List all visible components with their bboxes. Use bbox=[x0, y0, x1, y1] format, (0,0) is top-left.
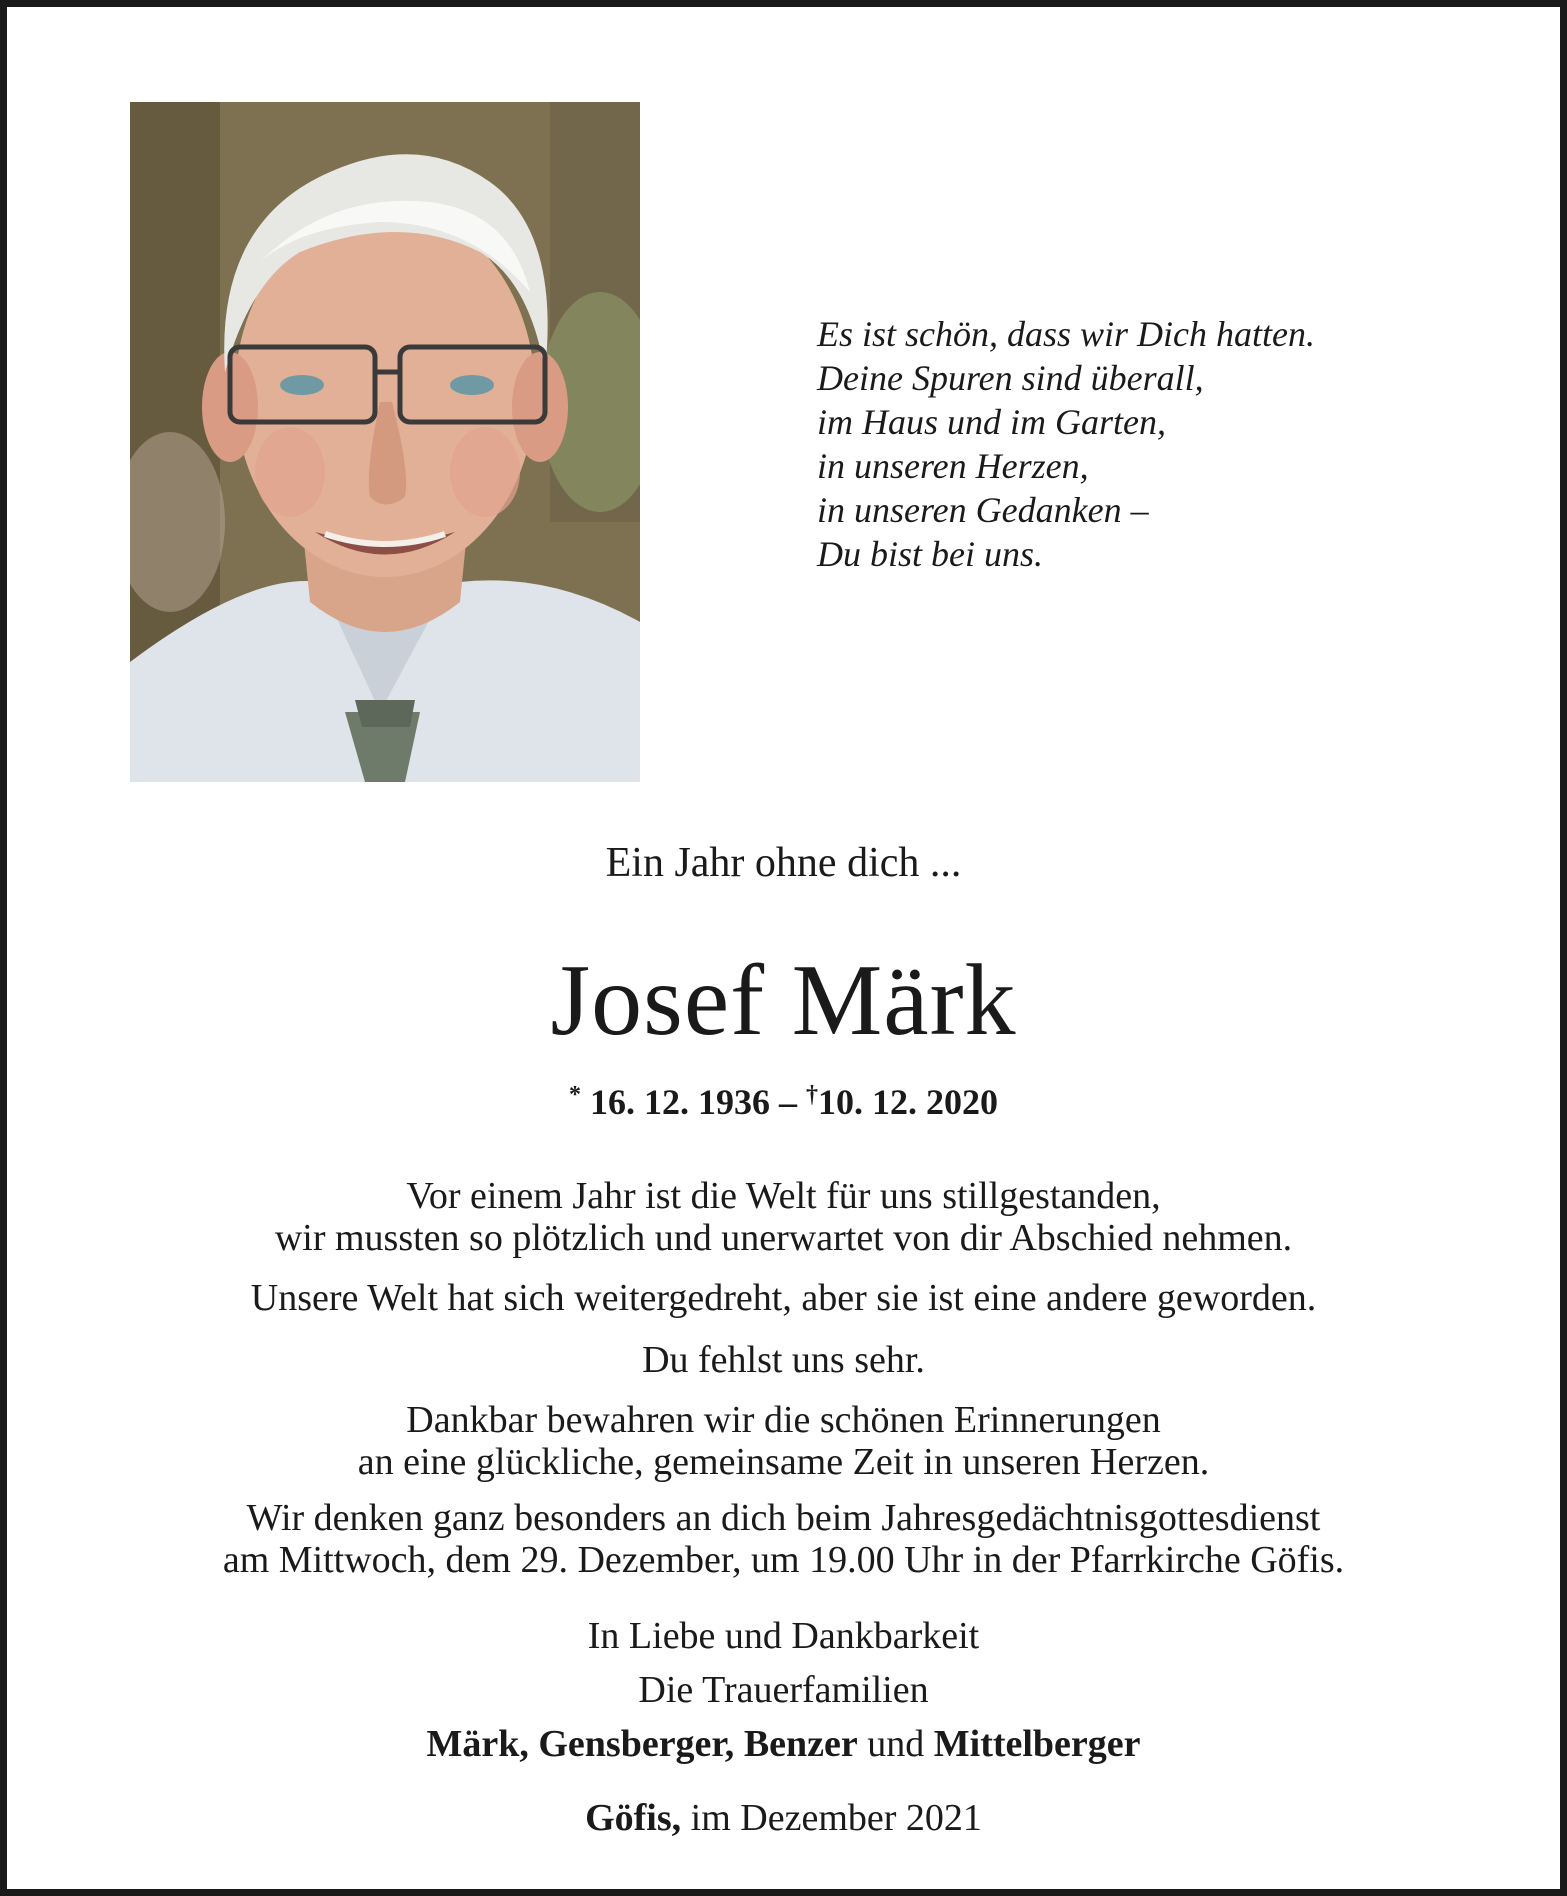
family-names bbox=[7, 1723, 1560, 1765]
family-name: Mittelberger bbox=[933, 1723, 1141, 1765]
family-name: Benzer bbox=[743, 1723, 858, 1765]
paragraph-line: am Mittwoch, dem 29. Dezember, um 19.00 Uhr in der Pfarrkirche Göfis. bbox=[222, 1539, 1345, 1581]
paragraph-1 bbox=[7, 1175, 1560, 1259]
family-name: Gensberger, bbox=[538, 1723, 735, 1765]
poem-line: in unseren Gedanken – bbox=[817, 490, 1149, 530]
date-separator: – bbox=[779, 1082, 797, 1122]
paragraph-line: Vor einem Jahr ist die Welt für uns stillgestanden, bbox=[406, 1175, 1161, 1217]
intro-line: Ein Jahr ohne dich ... bbox=[605, 840, 962, 886]
poem-line: Deine Spuren sind überall, bbox=[817, 358, 1204, 398]
death-symbol: † bbox=[806, 1082, 818, 1108]
paragraph-3: Du fehlst uns sehr. bbox=[642, 1339, 925, 1381]
memorial-poem bbox=[817, 312, 1315, 576]
paragraph-line: Dankbar bewahren wir die schönen Erinnerungen bbox=[406, 1399, 1161, 1441]
paragraph-line: Wir denken ganz besonders an dich beim Jahresgedächtnisgottesdienst bbox=[246, 1497, 1321, 1539]
closing-line-1: In Liebe und Dankbarkeit bbox=[587, 1615, 980, 1657]
portrait-photo bbox=[130, 102, 640, 782]
poem-line: Du bist bei uns. bbox=[817, 534, 1044, 574]
deceased-name: Josef Märk bbox=[550, 944, 1017, 1057]
birth-symbol: * bbox=[569, 1082, 581, 1108]
family-conjunction: und bbox=[867, 1723, 925, 1765]
life-dates bbox=[7, 1081, 1560, 1123]
closing-line-2: Die Trauerfamilien bbox=[638, 1669, 929, 1711]
poem-line: in unseren Herzen, bbox=[817, 446, 1089, 486]
paragraph-line: wir mussten so plötzlich und unerwartet von dir Abschied nehmen. bbox=[274, 1217, 1293, 1259]
poem-line: im Haus und im Garten, bbox=[817, 402, 1166, 442]
family-name: Märk, bbox=[426, 1723, 529, 1765]
place: Göfis, bbox=[585, 1797, 682, 1839]
paragraph-2: Unsere Welt hat sich weitergedreht, aber sie ist eine andere geworden. bbox=[250, 1277, 1317, 1319]
paragraph-5 bbox=[7, 1497, 1560, 1581]
notice-date: im Dezember 2021 bbox=[690, 1797, 982, 1839]
poem-line: Es ist schön, dass wir Dich hatten. bbox=[817, 314, 1316, 354]
paragraph-4 bbox=[7, 1399, 1560, 1483]
paragraph-line: an eine glückliche, gemeinsame Zeit in unseren Herzen. bbox=[357, 1441, 1210, 1483]
place-date-line bbox=[7, 1797, 1560, 1839]
birth-date: 16. 12. 1936 bbox=[590, 1082, 770, 1122]
death-date: 10. 12. 2020 bbox=[818, 1082, 998, 1122]
